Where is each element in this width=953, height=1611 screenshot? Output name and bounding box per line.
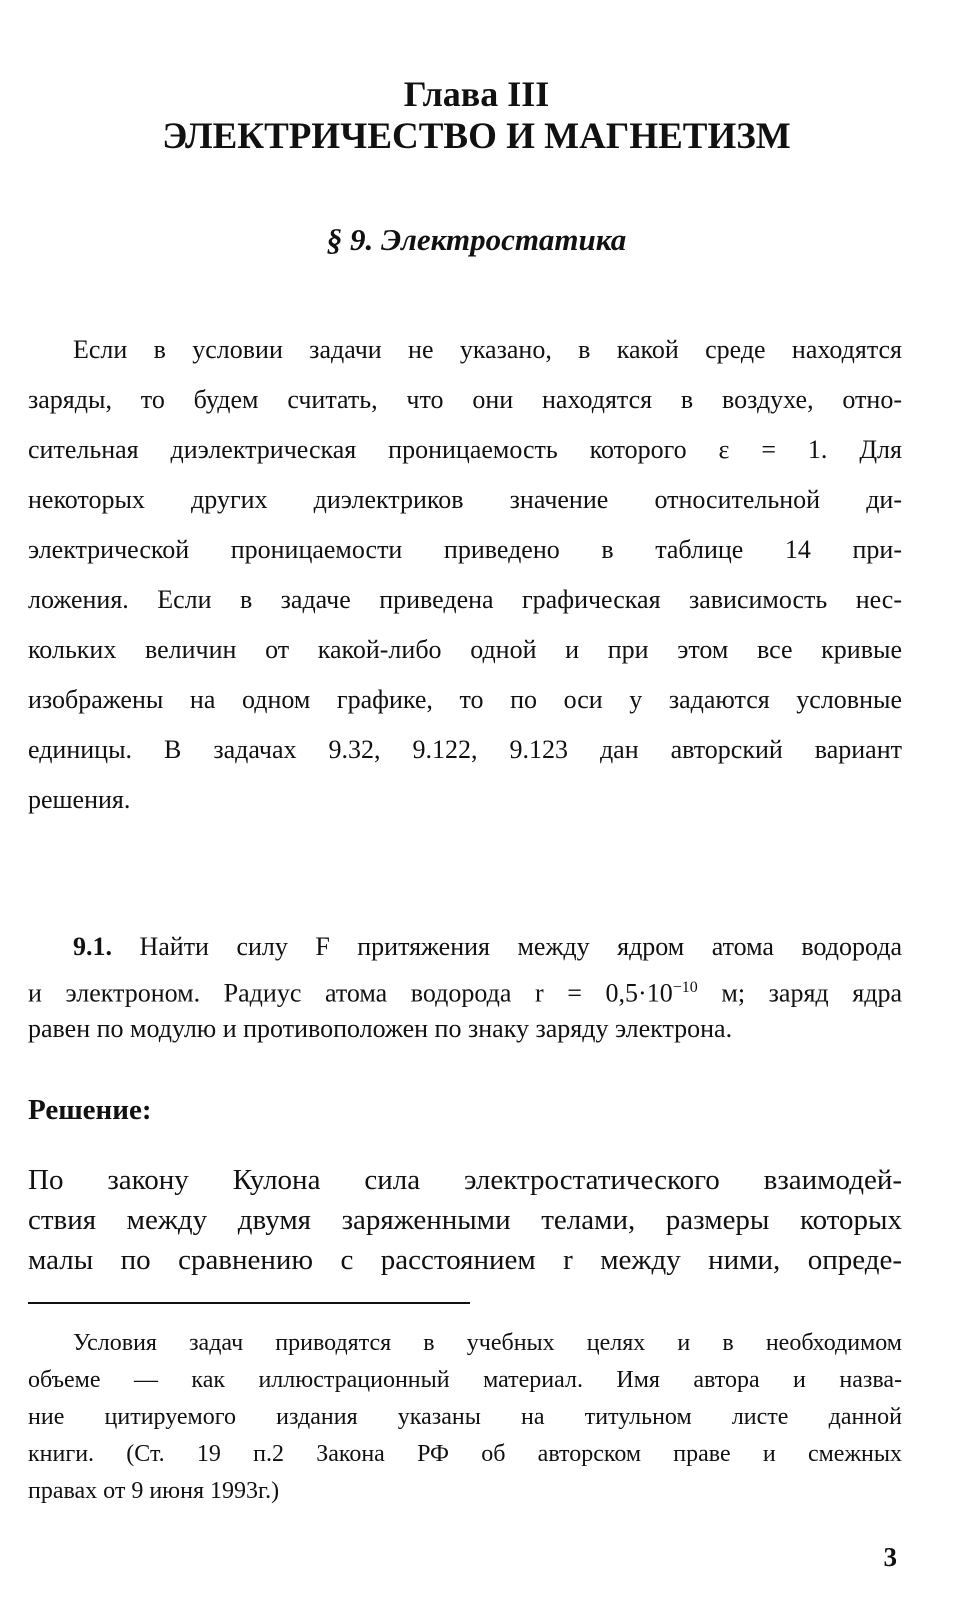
footnote-line: ние цитируемого издания указаны на титульном листе данной	[28, 1404, 902, 1430]
intro-paragraph	[28, 325, 902, 825]
problem-text: и электроном. Радиус атома водорода r = 0,5·10	[28, 978, 673, 1008]
problem-statement	[28, 926, 902, 1049]
solution-heading: Решение:	[28, 1094, 152, 1126]
footnote-line: правах от 9 июня 1993г.)	[28, 1478, 280, 1504]
text-line: По закону Кулона сила электростатического взаимодей-	[28, 1164, 902, 1196]
text-line: электрической проницаемости приведено в таблице 14 при-	[28, 535, 902, 564]
page-number: 3	[883, 1542, 897, 1572]
chapter-number: Глава III	[403, 74, 550, 114]
footnote-line: книги. (Ст. 19 п.2 Закона РФ об авторском праве и смежных	[28, 1441, 902, 1467]
exponent: −10	[672, 979, 698, 996]
footnote-divider	[28, 1302, 470, 1304]
text-line: ствия между двумя заряженными телами, размеры которых	[28, 1204, 902, 1236]
text-line: решения.	[28, 785, 131, 814]
text-line: кольких величин от какой-либо одной и при этом все кривые	[28, 635, 902, 664]
problem-text: м; заряд ядра	[697, 978, 902, 1008]
problem-number: 9.1.	[73, 932, 112, 961]
text-line: ложения. Если в задаче приведена графическая зависимость нес-	[28, 585, 902, 614]
problem-text: Найти силу F притяжения между ядром атома водорода	[139, 932, 902, 961]
footnote	[28, 1325, 902, 1510]
text-line: малы по сравнению с расстоянием r между ними, опреде-	[28, 1244, 902, 1276]
solution-paragraph	[28, 1160, 902, 1280]
footnote-line: объеме — как иллюстрационный материал. Имя автора и назва-	[28, 1367, 902, 1393]
text-line: заряды, то будем считать, что они находятся в воздухе, отно-	[28, 385, 902, 414]
chapter-title: ЭЛЕКТРИЧЕСТВО И МАГНЕТИЗМ	[162, 116, 791, 157]
text-line: единицы. В задачах 9.32, 9.122, 9.123 дан авторский вариант	[28, 735, 902, 764]
text-line: Если в условии задачи не указано, в какой среде находятся	[73, 335, 902, 364]
problem-line: равен по модулю и противоположен по знаку заряду электрона.	[28, 1014, 733, 1043]
text-line: изображены на одном графике, то по оси y задаются условные	[28, 685, 902, 714]
problem-line	[28, 967, 902, 1008]
text-line: сительная диэлектрическая проницаемость которого ε = 1. Для	[28, 435, 902, 464]
section-title: § 9. Электростатика	[326, 222, 627, 257]
problem-line	[28, 926, 902, 967]
footnote-line: Условия задач приводятся в учебных целях и в необходимом	[73, 1330, 902, 1356]
text-line: некоторых других диэлектриков значение относительной ди-	[28, 485, 902, 514]
